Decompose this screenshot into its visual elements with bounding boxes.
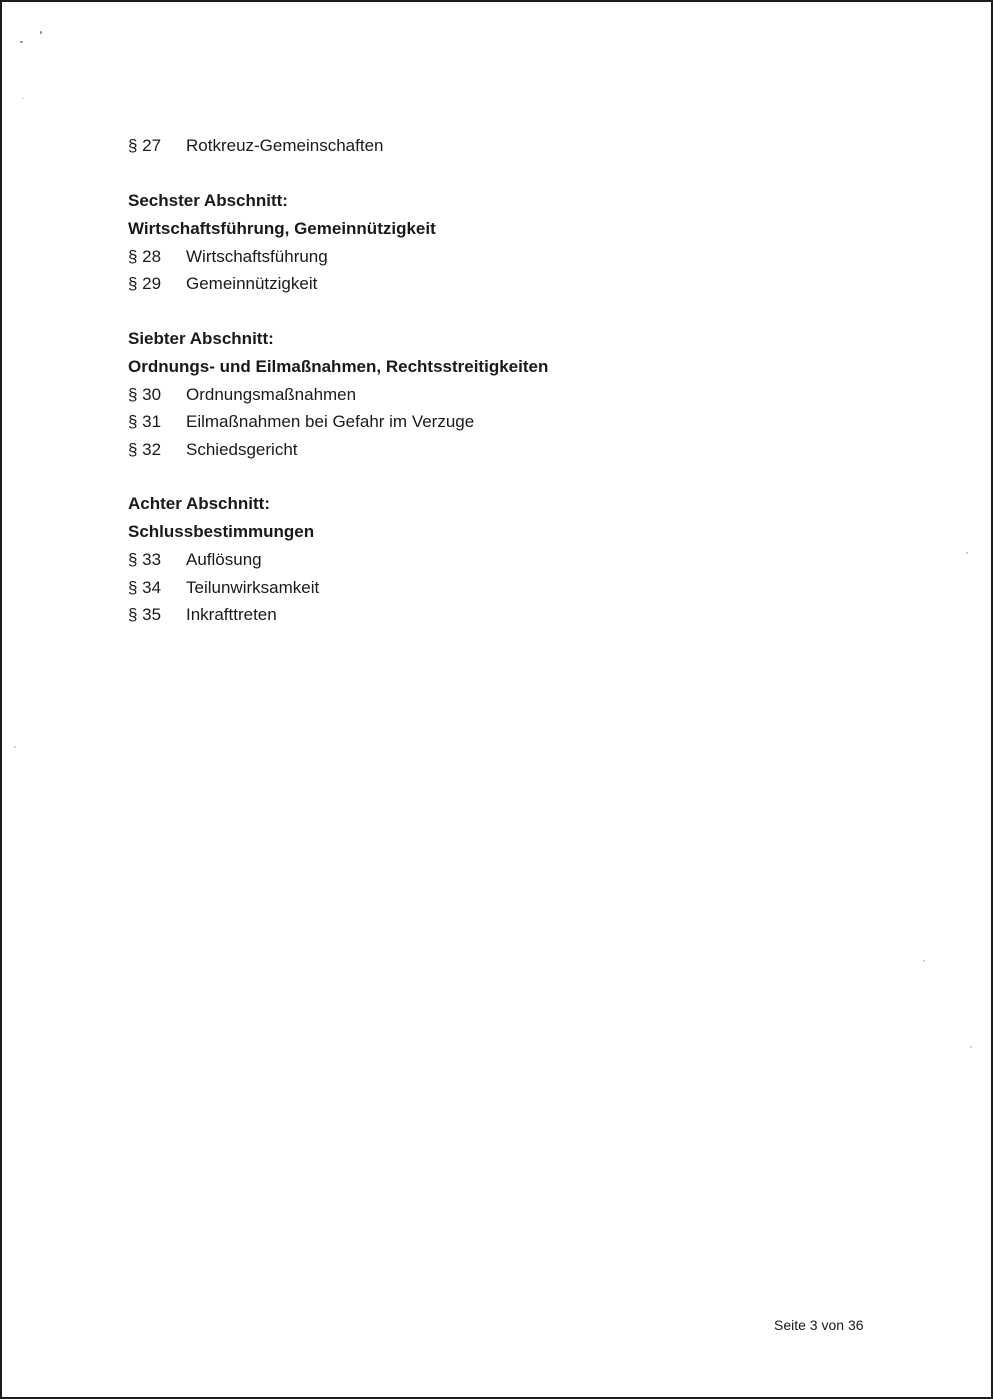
toc-entry-number: § 30 [128,384,162,404]
toc-entry-title: Eilmaßnahmen bei Gefahr im Verzuge [186,412,475,431]
toc-entry-33 [128,546,888,574]
section-heading-siebter: Siebter Abschnitt: [128,328,274,348]
toc-entry-title: Schiedsgericht [186,439,298,459]
scan-speck [14,746,16,748]
toc-entry-35 [128,601,888,629]
toc-entry-30 [128,381,888,409]
scan-speck [923,960,925,962]
toc-entry-number: § 28 [128,246,162,266]
scan-speck [22,98,24,99]
section-spacer [128,160,888,187]
toc-entry-title: Teilunwirksamkeit [186,577,320,597]
toc-entry-number: § 35 [128,605,162,624]
section-spacer [128,298,888,325]
table-of-contents [128,132,888,629]
section-subheading-siebter: Ordnungs- und Eilmaßnahmen, Rechtsstreitigkeiten [128,356,549,376]
toc-entry-title: Auflösung [186,550,262,569]
toc-entry-number: § 27 [128,136,162,155]
toc-entry-32 [128,436,888,464]
toc-entry-34 [128,574,888,602]
toc-entry-number: § 32 [128,439,162,459]
toc-entry-title: Rotkreuz-Gemeinschaften [186,136,384,155]
toc-entry-27 [128,132,888,160]
section-heading-achter: Achter Abschnitt: [128,494,270,513]
toc-entry-28 [128,243,888,271]
scan-speck [20,41,23,43]
toc-entry-number: § 29 [128,274,162,293]
toc-entry-title: Gemeinnützigkeit [186,274,318,293]
toc-entry-title: Ordnungsmaßnahmen [186,384,357,404]
section-spacer [128,463,888,490]
toc-entry-title: Wirtschaftsführung [186,246,328,266]
toc-entry-31 [128,408,888,436]
section-heading-sechster: Sechster Abschnitt: [128,190,288,210]
toc-entry-29 [128,270,888,298]
scan-speck [966,552,968,554]
toc-entry-title: Inkrafttreten [186,605,277,624]
page-number: Seite 3 von 36 [774,1317,864,1333]
toc-entry-number: § 31 [128,412,162,431]
toc-entry-number: § 34 [128,577,162,597]
section-subheading-achter: Schlussbestimmungen [128,522,315,541]
section-subheading-sechster: Wirtschaftsführung, Gemeinnützigkeit [128,218,436,238]
scan-speck [40,31,42,34]
toc-entry-number: § 33 [128,550,162,569]
scan-speck [970,1046,972,1048]
